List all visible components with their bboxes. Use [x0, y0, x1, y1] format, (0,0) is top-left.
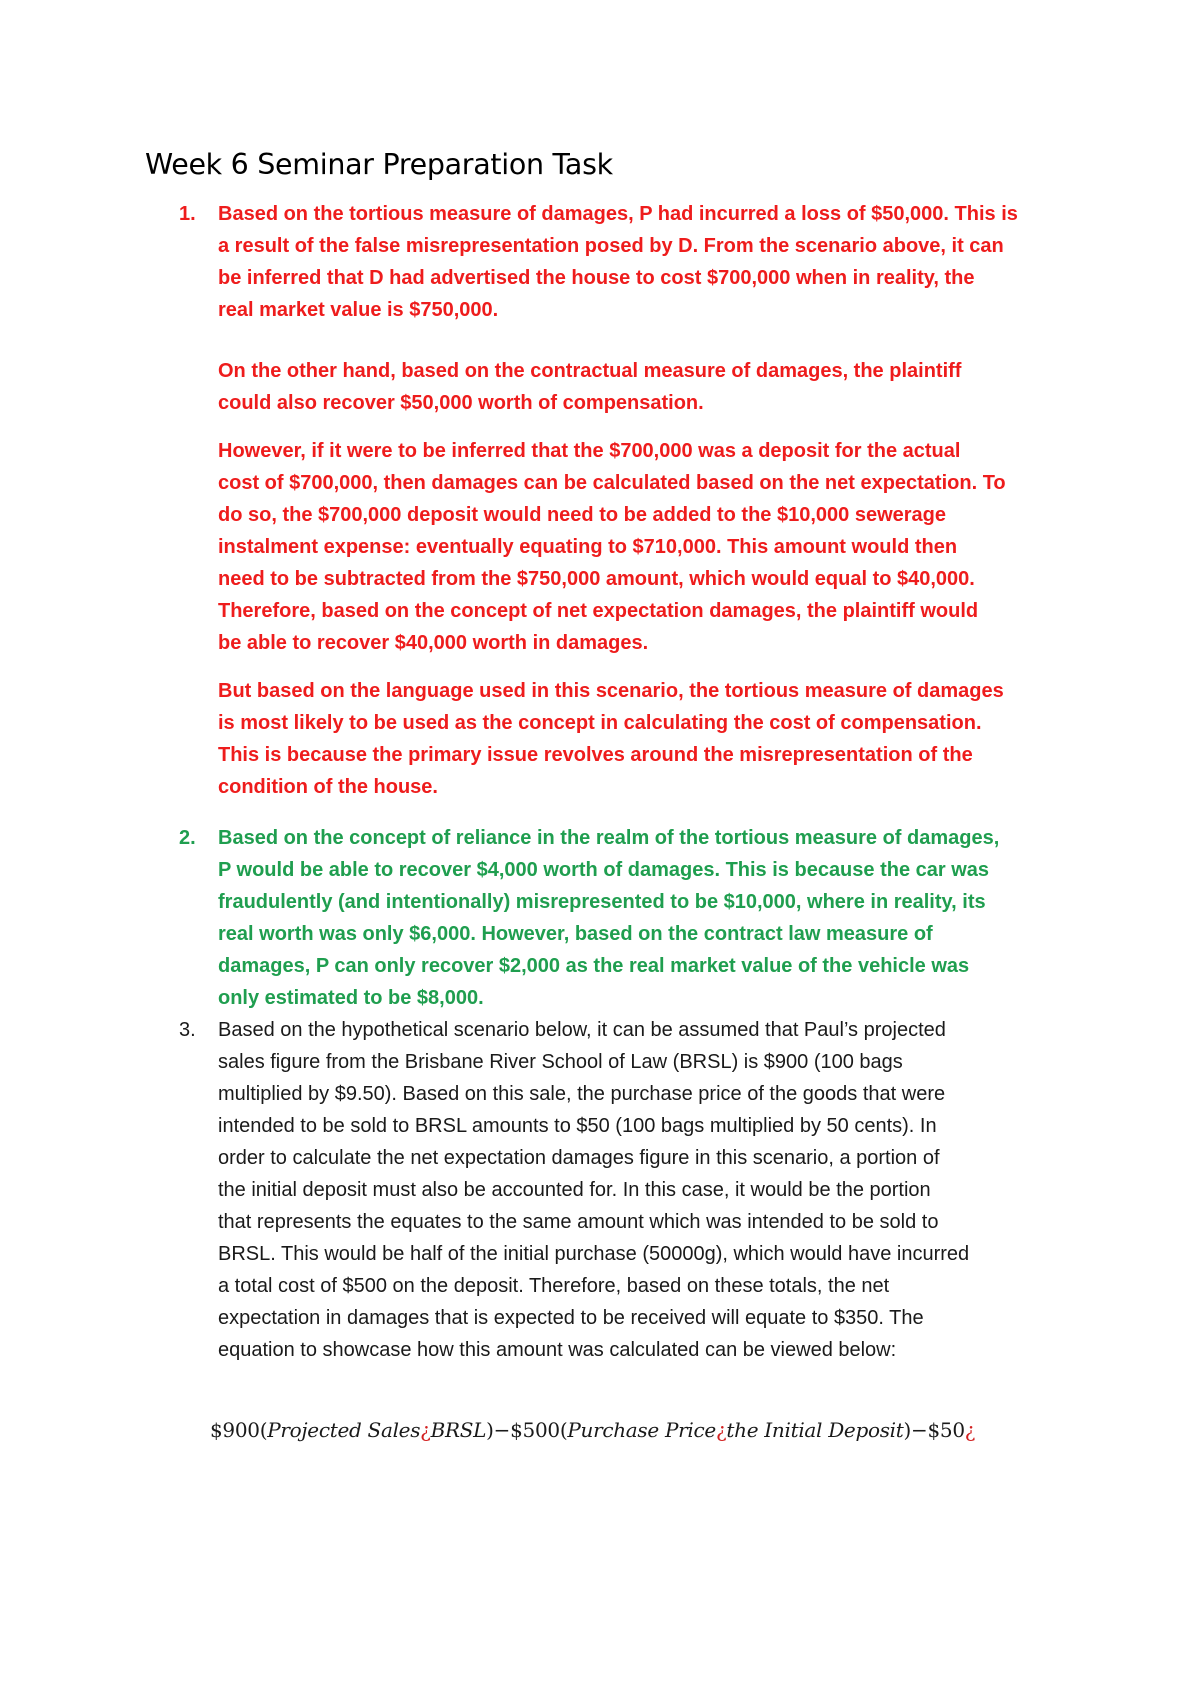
text-line: a total cost of $500 on the deposit. Therefore, based on these totals, the net: [218, 1275, 890, 1297]
equation-part: (: [259, 1418, 268, 1442]
text-line: condition of the house.: [218, 776, 438, 798]
page-title: Week 6 Seminar Preparation Task: [145, 148, 613, 181]
text-line: be able to recover $40,000 worth in damages.: [218, 632, 649, 654]
list-number: 2.: [179, 827, 196, 849]
text-line: real worth was only $6,000. However, based on the contract law measure of: [218, 923, 933, 945]
text-line: However, if it were to be inferred that the $700,000 was a deposit for the actual: [218, 440, 961, 462]
text-line: sales figure from the Brisbane River School of Law (BRSL) is $900 (100 bags: [218, 1051, 903, 1073]
equation-part: $900: [210, 1418, 260, 1442]
text-line: Therefore, based on the concept of net expectation damages, the plaintiff would: [218, 600, 979, 622]
text-line: order to calculate the net expectation damages figure in this scenario, a portion of: [218, 1147, 940, 1169]
text-line: could also recover $50,000 worth of compensation.: [218, 392, 704, 414]
equation-part: )−$500(: [486, 1418, 568, 1442]
text-line: is most likely to be used as the concept in calculating the cost of compensation.: [218, 712, 982, 734]
list-number: 3.: [179, 1019, 196, 1041]
text-line: only estimated to be $8,000.: [218, 987, 484, 1009]
equation-part: )−$50: [903, 1418, 965, 1442]
text-line: P would be able to recover $4,000 worth of damages. This is because the car was: [218, 859, 990, 881]
equation-part: the Initial Deposit: [726, 1418, 904, 1442]
text-line: But based on the language used in this scenario, the tortious measure of damages: [218, 680, 1004, 702]
text-line: fraudulently (and intentionally) misrepresented to be $10,000, where in reality, its: [218, 891, 986, 913]
damages-equation: [210, 1418, 975, 1442]
text-line: expectation in damages that is expected to be received will equate to $350. The: [218, 1307, 924, 1329]
text-line: cost of $700,000, then damages can be calculated based on the net expectation. To: [218, 472, 1006, 494]
text-line: be inferred that D had advertised the house to cost $700,000 when in reality, the: [218, 267, 975, 289]
text-line: Based on the hypothetical scenario below, it can be assumed that Paul’s projected: [218, 1019, 946, 1041]
equation-part: BRSL: [430, 1418, 487, 1442]
text-line: damages, P can only recover $2,000 as the real market value of the vehicle was: [218, 955, 970, 977]
paragraph: [218, 822, 1078, 1014]
equation-error-glyph: ¿: [420, 1418, 431, 1442]
paragraph: [218, 355, 1078, 419]
text-line: a result of the false misrepresentation posed by D. From the scenario above, it can: [218, 235, 1004, 257]
text-line: real market value is $750,000.: [218, 299, 499, 321]
text-line: need to be subtracted from the $750,000 amount, which would equal to $40,000.: [218, 568, 975, 590]
equation-part: Purchase Price: [567, 1418, 716, 1442]
equation-error-glyph: ¿: [715, 1418, 727, 1442]
paragraph: [218, 435, 1078, 659]
text-line: equation to showcase how this amount was calculated can be viewed below:: [218, 1339, 897, 1361]
paragraph: [218, 675, 1078, 803]
text-line: do so, the $700,000 deposit would need to be added to the $10,000 sewerage: [218, 504, 946, 526]
text-line: BRSL. This would be half of the initial purchase (50000g), which would have incurred: [218, 1243, 970, 1265]
paragraph: [218, 1014, 1078, 1366]
text-line: Based on the tortious measure of damages, P had incurred a loss of $50,000. This is: [218, 203, 1018, 225]
text-line: This is because the primary issue revolves around the misrepresentation of the: [218, 744, 973, 766]
text-line: multiplied by $9.50). Based on this sale, the purchase price of the goods that were: [218, 1083, 946, 1105]
text-line: the initial deposit must also be accounted for. In this case, it would be the portion: [218, 1179, 931, 1201]
paragraph: [218, 198, 1078, 326]
equation-part: Projected Sales: [267, 1418, 421, 1442]
text-line: Based on the concept of reliance in the realm of the tortious measure of damages,: [218, 827, 1000, 849]
equation-error-glyph: ¿: [964, 1418, 976, 1442]
text-line: instalment expense: eventually equating to $710,000. This amount would then: [218, 536, 958, 558]
text-line: that represents the equates to the same amount which was intended to be sold to: [218, 1211, 939, 1233]
list-number: 1.: [179, 203, 196, 225]
text-line: On the other hand, based on the contractual measure of damages, the plaintiff: [218, 360, 962, 382]
text-line: intended to be sold to BRSL amounts to $50 (100 bags multiplied by 50 cents). In: [218, 1115, 937, 1137]
